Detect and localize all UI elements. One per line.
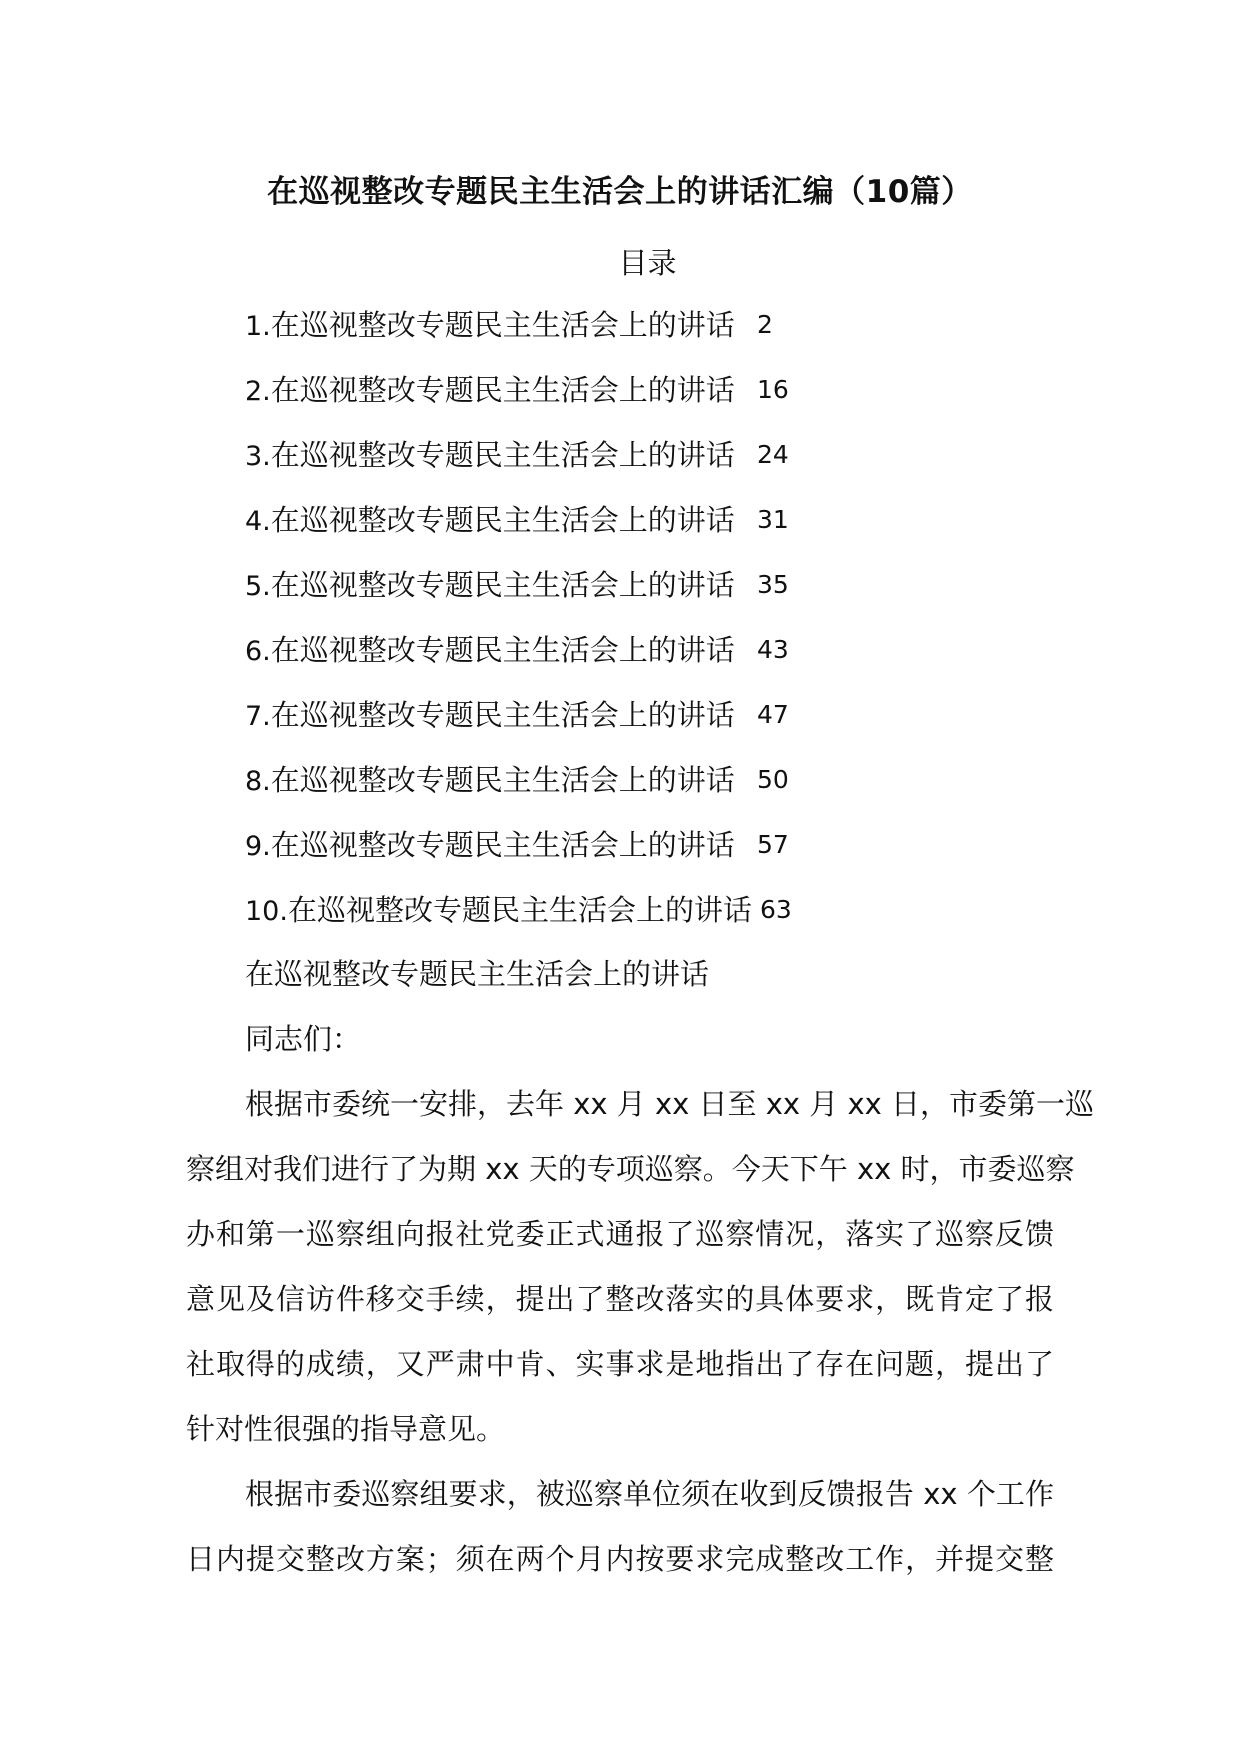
toc-entry-title: 在巡视整改专题民主生活会上的讲话	[270, 503, 735, 537]
toc-entry-title: 在巡视整改专题民主生活会上的讲话	[270, 698, 735, 732]
toc-entry-title: 在巡视整改专题民主生活会上的讲话	[270, 438, 735, 472]
toc-entry-title: 在巡视整改专题民主生活会上的讲话	[270, 308, 735, 342]
toc-entry-page: 24	[757, 440, 789, 469]
toc-entry[interactable]	[245, 889, 792, 954]
toc-entry-number: 8.	[245, 766, 271, 797]
toc-entry-title: 在巡视整改专题民主生活会上的讲话	[270, 633, 735, 667]
toc-entry-number: 1.	[245, 311, 271, 342]
toc-entry-title: 在巡视整改专题民主生活会上的讲话	[270, 373, 735, 407]
paragraph-line: 针对性很强的指导意见。	[186, 1412, 506, 1446]
toc-entry-title: 在巡视整改专题民主生活会上的讲话	[270, 568, 735, 602]
toc-entry-number: 4.	[245, 506, 271, 537]
toc-entry[interactable]	[245, 824, 789, 889]
toc-heading: 目录	[618, 246, 677, 280]
toc-entry-number: 5.	[245, 571, 271, 602]
paragraph-line: 察组对我们进行了为期 xx 天的专项巡察。今天下午 xx 时，市委巡察	[186, 1152, 1075, 1186]
paragraph-line: 办和第一巡察组向报社党委正式通报了巡察情况，落实了巡察反馈	[186, 1217, 1054, 1251]
toc-entry-number: 9.	[245, 831, 271, 862]
toc-entry-page: 31	[757, 505, 789, 534]
toc-entry-number: 6.	[245, 636, 271, 667]
toc-entry-page: 63	[760, 895, 792, 924]
paragraph-line: 根据市委统一安排，去年 xx 月 xx 日至 xx 月 xx 日，市委第一巡	[245, 1087, 1095, 1121]
paragraph-line: 根据市委巡察组要求，被巡察单位须在收到反馈报告 xx 个工作	[245, 1477, 1054, 1511]
toc-entry-page: 35	[757, 570, 789, 599]
paragraph-line: 社取得的成绩，又严肃中肯、实事求是地指出了存在问题，提出了	[186, 1347, 1054, 1381]
toc-entry-page: 50	[757, 765, 789, 794]
toc-entry[interactable]	[245, 499, 789, 564]
toc-entry-number: 3.	[245, 441, 271, 472]
toc-entry-page: 57	[757, 830, 789, 859]
toc-entry-page: 43	[757, 635, 789, 664]
toc-entry-number: 10.	[245, 896, 288, 927]
toc-entry[interactable]	[245, 369, 789, 434]
toc-entry[interactable]	[245, 564, 789, 629]
toc-entry-title: 在巡视整改专题民主生活会上的讲话	[270, 828, 735, 862]
paragraph	[186, 1083, 1095, 1473]
toc-entry-page: 2	[757, 310, 773, 339]
document-body	[186, 953, 1095, 1603]
toc-entry-title: 在巡视整改专题民主生活会上的讲话	[287, 893, 752, 927]
paragraph-line: 日内提交整改方案；须在两个月内按要求完成整改工作，并提交整	[186, 1542, 1054, 1576]
toc-entry[interactable]	[245, 434, 789, 499]
toc-entry[interactable]	[245, 759, 789, 824]
toc-entry-number: 7.	[245, 701, 271, 732]
paragraph-line: 意见及信访件移交手续，提出了整改落实的具体要求，既肯定了报	[186, 1282, 1054, 1316]
paragraph	[186, 1473, 1054, 1603]
toc-entry[interactable]	[245, 629, 789, 694]
table-of-contents	[245, 304, 792, 954]
greeting: 同志们：	[245, 1022, 362, 1056]
toc-entry-title: 在巡视整改专题民主生活会上的讲话	[270, 763, 735, 797]
section-title: 在巡视整改专题民主生活会上的讲话	[245, 957, 710, 991]
document-title: 在巡视整改专题民主生活会上的讲话汇编（10篇）	[267, 174, 973, 210]
toc-entry[interactable]	[245, 694, 789, 759]
toc-entry-page: 16	[757, 375, 789, 404]
toc-entry-number: 2.	[245, 376, 271, 407]
toc-entry[interactable]	[245, 304, 773, 369]
toc-entry-page: 47	[757, 700, 789, 729]
